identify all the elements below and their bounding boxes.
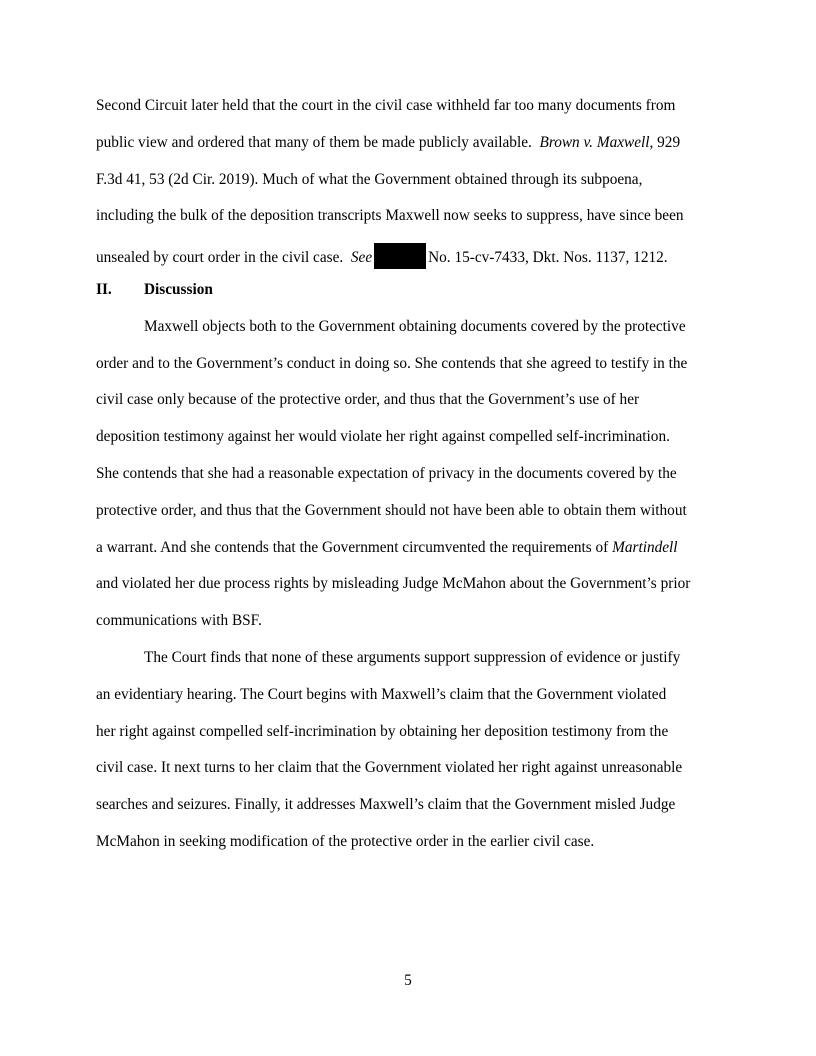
text-span: and violated her due process rights by misleading Judge McMahon about the Government’s prior (96, 575, 691, 592)
body-line (96, 390, 639, 410)
body-line (96, 832, 594, 852)
text-span: public view and ordered that many of them be made publicly available. (96, 134, 532, 151)
page-number: 5 (404, 972, 412, 989)
text-span: , 929 (649, 134, 681, 151)
text-span: Second Circuit later held that the court in the civil case withheld far too many documents from (96, 97, 676, 114)
text-span: civil case. It next turns to her claim that the Government violated her right against unreasonable (96, 759, 683, 776)
text-span: order and to the Government’s conduct in doing so. She contends that she agreed to testify in the (96, 355, 688, 372)
section-number: II. (96, 281, 112, 298)
text-span: an evidentiary hearing. The Court begins with Maxwell’s claim that the Government violated (96, 686, 667, 703)
text-span: McMahon in seeking modification of the protective order in the earlier civil case. (96, 833, 595, 850)
body-line (96, 501, 687, 521)
text-span: Maxwell objects both to the Government obtaining documents covered by the protective (144, 318, 686, 335)
body-line (96, 574, 690, 594)
text-span: communications with BSF. (96, 612, 262, 629)
body-line (96, 206, 684, 226)
text-span: searches and seizures. Finally, it addresses Maxwell’s claim that the Government misled Judge (96, 796, 676, 813)
body-line (96, 464, 677, 484)
body-line (96, 427, 670, 447)
body-line (96, 722, 668, 742)
body-line (96, 243, 668, 269)
body-line (96, 538, 678, 558)
body-line (96, 611, 262, 631)
text-span: deposition testimony against her would violate her right against compelled self-incrimination. (96, 428, 670, 445)
text-span: No. 15-cv-7433, Dkt. Nos. 1137, 1212. (428, 249, 668, 266)
text-span: her right against compelled self-incrimination by obtaining her deposition testimony from the (96, 723, 669, 740)
text-span: F.3d 41, 53 (2d Cir. 2019). Much of what the Government obtained through its subpoena, (96, 171, 643, 188)
case-citation: Martindell (612, 539, 678, 556)
body-line (96, 170, 642, 190)
text-span: protective order, and thus that the Government should not have been able to obtain them without (96, 502, 687, 519)
body-line (96, 96, 675, 116)
case-citation: Brown v. Maxwell (539, 134, 650, 151)
text-span: The Court finds that none of these arguments support suppression of evidence or justify (144, 649, 681, 666)
body-line (96, 795, 675, 815)
body-line (144, 317, 686, 337)
body-line (96, 758, 682, 778)
body-line (96, 354, 687, 374)
text-span: civil case only because of the protective order, and thus that the Government’s use of her (96, 391, 640, 408)
body-line (96, 133, 680, 153)
text-span: She contends that she had a reasonable expectation of privacy in the documents covered by the (96, 465, 677, 482)
text-span: a warrant. And she contends that the Government circumvented the requirements of (96, 539, 609, 556)
body-line (144, 648, 680, 668)
body-line (96, 685, 666, 705)
signal-see: See (350, 249, 373, 266)
section-title: Discussion (144, 281, 213, 298)
text-span: unsealed by court order in the civil case. (96, 249, 344, 266)
redaction-block (374, 243, 426, 269)
text-span: including the bulk of the deposition transcripts Maxwell now seeks to suppress, have since been (96, 207, 684, 224)
